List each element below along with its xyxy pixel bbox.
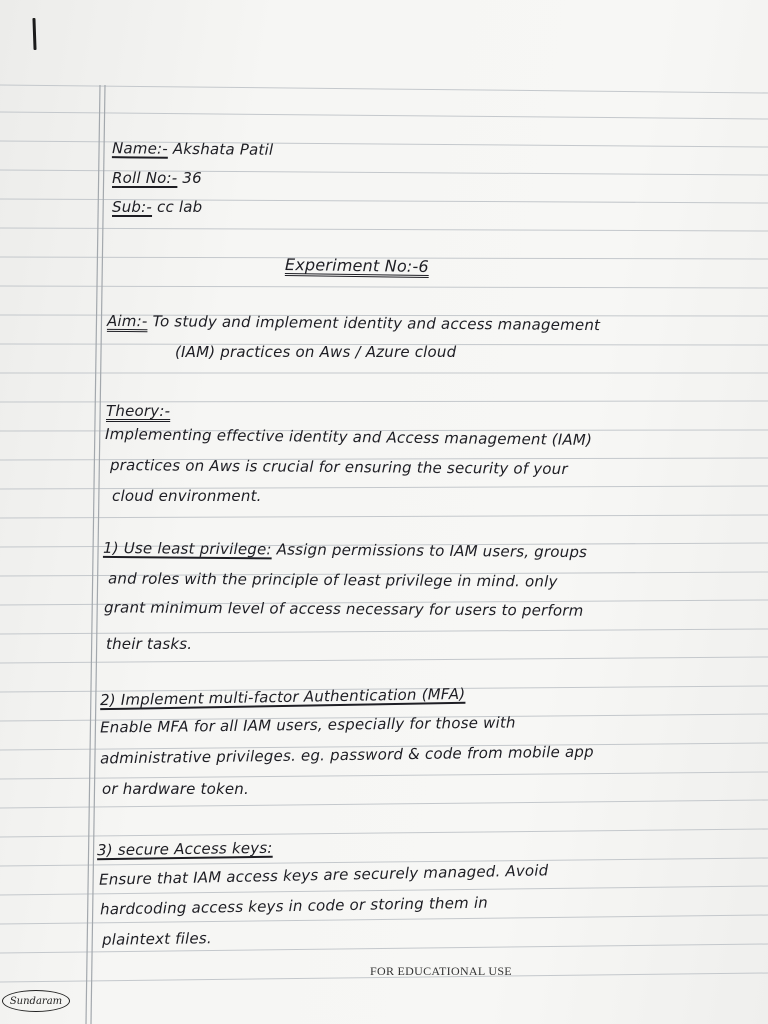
point-1-line-4: their tasks. [106,635,193,653]
point-3-line-3: plaintext files. [101,929,212,949]
aim-label: Aim:- [106,311,148,331]
name-line [112,139,273,159]
point-1-heading: 1) Use least privilege: [102,538,272,559]
point-3-line-1: Ensure that IAM access keys are securely managed. Avoid [98,861,549,889]
point-1-line-2: and roles with the principle of least privilege in mind. only [107,569,558,591]
point-1-line-3: grant minimum level of access necessary for users to perform [103,598,584,620]
experiment-title: Experiment No:-6 [284,254,429,277]
sub-label: Sub:- [112,198,153,216]
sub-line [112,198,202,216]
sundaram-logo [2,990,70,1012]
aim-text-1: To study and implement identity and access management [152,312,601,335]
logo-text: Sundaram [9,995,63,1007]
footer-text: FOR EDUCATIONAL USE [370,964,512,978]
point-3-line-2: hardcoding access keys in code or storing them in [99,893,489,919]
roll-value: 36 [182,169,202,187]
point-2-line-3: or hardware token. [102,780,249,798]
point-2-line-2: administrative privileges. eg. password & code from mobile app [99,742,594,768]
point-2-heading: 2) Implement multi-factor Authentication (MFA) [99,684,466,710]
point-1-text-1: Assign permissions to IAM users, groups [276,540,588,562]
point-3-heading: 3) secure Access keys: [96,838,273,860]
roll-line [112,169,202,187]
theory-line-2: practices on Aws is crucial for ensuring the security of your [109,456,568,478]
aim-text-2: (IAM) practices on Aws / Azure cloud [175,343,457,361]
point-2-line-1: Enable MFA for all IAM users, especially for those with [99,713,516,737]
theory-label: Theory:- [106,402,171,420]
theory-line-3: cloud environment. [112,487,262,505]
roll-label: Roll No:- [112,169,178,187]
sub-value: cc lab [157,198,203,216]
theory-line-1: Implementing effective identity and Access management (IAM) [104,425,593,449]
name-value: Akshata Patil [172,139,274,159]
name-label: Name:- [111,139,169,158]
